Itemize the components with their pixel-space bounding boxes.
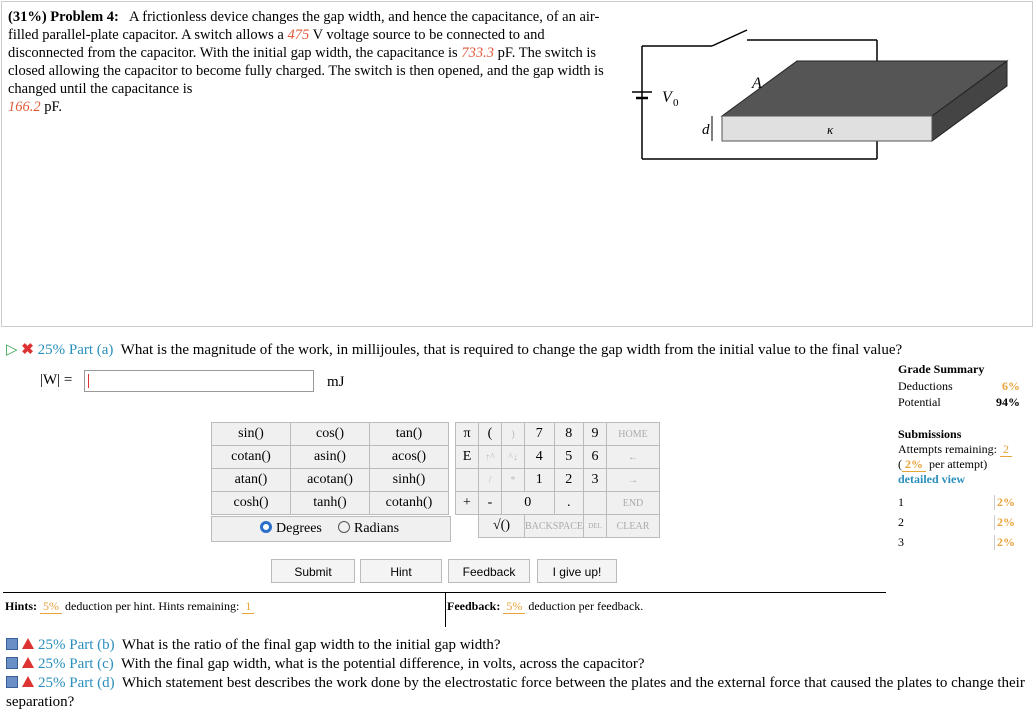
voltage-value: 475 xyxy=(287,27,310,43)
play-icon[interactable]: ▷ xyxy=(6,342,18,358)
key-dot[interactable]: . xyxy=(554,492,584,515)
potential-label: Potential xyxy=(898,395,941,409)
key-cotan[interactable]: cotan() xyxy=(212,446,291,469)
close-icon[interactable]: ✖ xyxy=(21,342,34,358)
key-5[interactable]: 5 xyxy=(554,446,584,469)
key-sin[interactable]: sin() xyxy=(212,423,291,446)
potential-value: 94% xyxy=(996,395,1020,409)
problem-text-2: V voltage source to be connected to and disconnected from the capacitor. With the initial gap width, the capacitance is xyxy=(8,27,545,61)
submit-button[interactable]: Submit xyxy=(271,559,355,583)
key-divide[interactable]: / xyxy=(479,469,502,492)
capacitor-diagram xyxy=(622,16,1022,176)
key-sinh[interactable]: sinh() xyxy=(370,469,449,492)
submission-row-value: 2% xyxy=(994,515,1015,530)
grade-title: Grade Summary xyxy=(898,362,985,376)
answer-label: |W| = xyxy=(40,372,73,388)
radians-option[interactable]: Radians xyxy=(338,521,399,537)
deductions-value: 6% xyxy=(1002,379,1020,393)
submission-row-number: 2 xyxy=(898,515,904,529)
part-a-question: What is the magnitude of the work, in millijoules, that is required to change the gap width from the initial value to the final value? xyxy=(120,342,903,358)
hint-button[interactable]: Hint xyxy=(360,559,442,583)
hints-feedback-bar xyxy=(3,592,886,627)
diagram-label-V: V xyxy=(662,89,672,106)
key-atan[interactable]: atan() xyxy=(212,469,291,492)
warning-icon xyxy=(22,657,34,668)
key-close-paren[interactable]: ) xyxy=(502,423,525,446)
attempts-remaining: Attempts remaining: 2 xyxy=(898,442,1020,457)
key-cos[interactable]: cos() xyxy=(291,423,370,446)
answer-unit: mJ xyxy=(327,374,345,390)
angle-mode-row xyxy=(211,516,451,542)
key-plus[interactable]: + xyxy=(456,492,479,515)
problem-text-3: pF. The switch is closed allowing the capacitor to become fully charged. The switch is then opened, and the gap width is changed until the capacitance is xyxy=(8,45,604,97)
part-a-header xyxy=(6,340,902,359)
degrees-option[interactable]: Degrees xyxy=(260,521,322,537)
feedback-info: Feedback: 5% deduction per feedback. xyxy=(447,599,644,613)
key-subscript[interactable]: ^↓ xyxy=(502,446,525,469)
key-del[interactable]: DEL xyxy=(584,515,607,538)
radio-icon xyxy=(338,521,350,533)
key-multiply[interactable]: * xyxy=(502,469,525,492)
key-e[interactable]: E xyxy=(456,446,479,469)
key-asin[interactable]: asin() xyxy=(291,446,370,469)
diagram-label-V-sub: 0 xyxy=(673,97,679,109)
number-pad xyxy=(455,422,660,538)
key-9[interactable]: 9 xyxy=(584,423,607,446)
deductions-label: Deductions xyxy=(898,379,953,393)
key-3[interactable]: 3 xyxy=(584,469,607,492)
key-clear[interactable]: CLEAR xyxy=(607,515,660,538)
key-blank xyxy=(456,469,479,492)
key-blank-2 xyxy=(584,492,607,515)
key-0[interactable]: 0 xyxy=(502,492,555,515)
part-icon xyxy=(6,657,18,669)
submission-row-value: 2% xyxy=(994,495,1015,510)
detailed-view-link[interactable]: detailed view xyxy=(898,472,965,486)
problem-text-1: A frictionless device changes the gap width, and hence the capacitance, of an air-filled parallel-plate capacitor. A switch allows a xyxy=(8,9,600,43)
key-4[interactable]: 4 xyxy=(525,446,555,469)
answer-input[interactable] xyxy=(84,370,314,392)
final-capacitance-value: 166.2 xyxy=(8,99,41,115)
key-tan[interactable]: tan() xyxy=(370,423,449,446)
key-home[interactable]: HOME xyxy=(607,423,660,446)
key-2[interactable]: 2 xyxy=(554,469,584,492)
key-6[interactable]: 6 xyxy=(584,446,607,469)
submissions-title: Submissions xyxy=(898,427,962,441)
problem-statement xyxy=(8,8,608,116)
part-b-row[interactable]: 25% Part (b) What is the ratio of the final gap width to the initial gap width? xyxy=(6,636,1030,655)
problem-text-4: pF. xyxy=(44,99,63,115)
key-open-paren[interactable]: ( xyxy=(479,423,502,446)
diagram-label-d: d xyxy=(702,122,710,138)
key-acos[interactable]: acos() xyxy=(370,446,449,469)
key-sqrt[interactable]: √() xyxy=(479,515,525,538)
key-backspace[interactable]: BACKSPACE xyxy=(525,515,584,538)
warning-icon xyxy=(22,638,34,649)
problem-header: (31%) Problem 4: xyxy=(8,9,119,25)
diagram-label-A: A xyxy=(752,75,762,92)
key-cotanh[interactable]: cotanh() xyxy=(370,492,449,515)
problem-panel xyxy=(1,1,1033,327)
feedback-button[interactable]: Feedback xyxy=(448,559,530,583)
function-keys xyxy=(211,422,449,515)
key-1[interactable]: 1 xyxy=(525,469,555,492)
key-tanh[interactable]: tanh() xyxy=(291,492,370,515)
key-superscript[interactable]: ↑^ xyxy=(479,446,502,469)
submission-row-number: 3 xyxy=(898,535,904,549)
other-parts-list xyxy=(6,636,1030,712)
part-icon xyxy=(6,676,18,688)
key-left[interactable]: ← xyxy=(607,446,660,469)
per-attempt: ( 2% per attempt) xyxy=(898,457,988,471)
give-up-button[interactable]: I give up! xyxy=(537,559,617,583)
key-right[interactable]: → xyxy=(607,469,660,492)
warning-icon xyxy=(22,676,34,687)
key-cosh[interactable]: cosh() xyxy=(212,492,291,515)
key-minus[interactable]: - xyxy=(479,492,502,515)
part-a-label: 25% Part (a) xyxy=(37,342,114,358)
key-acotan[interactable]: acotan() xyxy=(291,469,370,492)
attempts-value: 2 xyxy=(1000,442,1012,457)
submission-row-value: 2% xyxy=(994,535,1015,550)
part-icon xyxy=(6,638,18,650)
initial-capacitance-value: 733.3 xyxy=(461,45,494,61)
submission-row-number: 1 xyxy=(898,495,904,509)
part-c-row[interactable]: 25% Part (c) With the final gap width, what is the potential difference, in volts, across the capacitor? xyxy=(6,655,1030,674)
radio-selected-icon xyxy=(260,521,272,533)
key-7[interactable]: 7 xyxy=(525,423,555,446)
key-pi[interactable]: π xyxy=(456,423,479,446)
grade-summary xyxy=(898,362,1020,555)
diagram-label-kappa: κ xyxy=(827,122,834,137)
hints-info: Hints: 5% deduction per hint. Hints remaining: 1 xyxy=(5,599,254,614)
part-d-row[interactable]: 25% Part (d) Which statement best describes the work done by the electrostatic force between the plates and the external force that caused the plates to change their separation? xyxy=(6,675,1025,710)
key-8[interactable]: 8 xyxy=(554,423,584,446)
key-end[interactable]: END xyxy=(607,492,660,515)
